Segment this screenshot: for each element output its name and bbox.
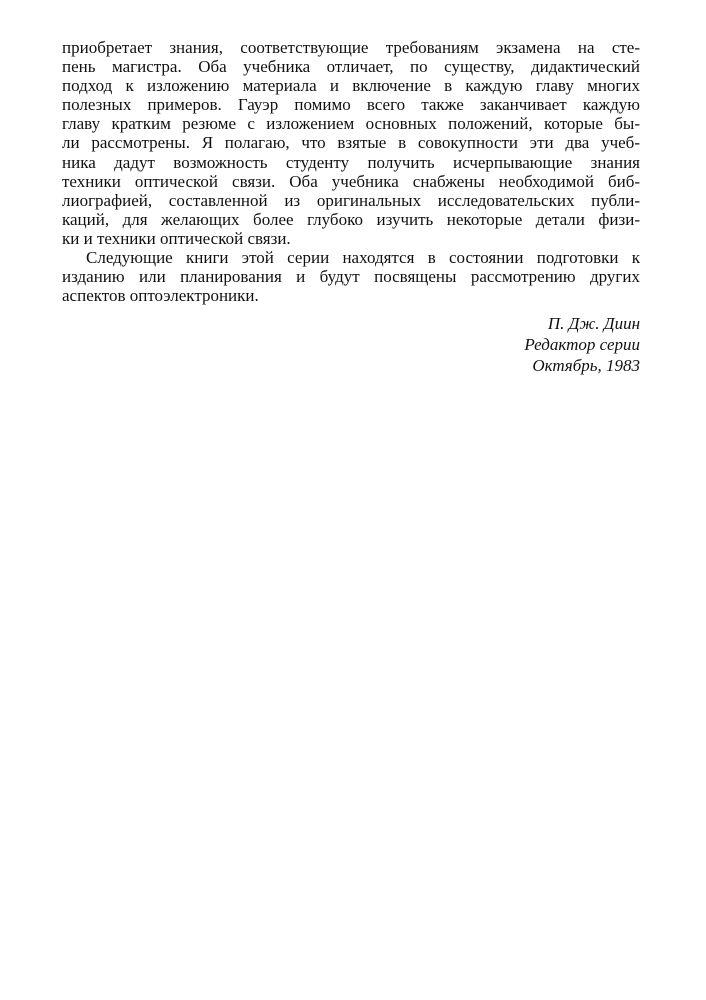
paragraph-2 — [62, 248, 640, 305]
text-line: пень магистра. Оба учебника отличает, по существу, дидактический — [62, 57, 640, 77]
text-line: Следующие книги этой серии находятся в состоянии подготовки к — [86, 248, 640, 268]
text-line: аспектов оптоэлектроники. — [62, 286, 259, 306]
text-line: ника дадут возможность студенту получить исчерпывающие знания — [62, 152, 640, 172]
text-line: лиографией, составленной из оригинальных исследовательских публи- — [62, 190, 640, 210]
text-line: главу кратким резюме с изложением основных положений, которые бы- — [62, 114, 640, 134]
text-line: техники оптической связи. Оба учебника снабжены необходимой биб- — [62, 171, 640, 191]
signature-date: Октябрь, 1983 — [532, 356, 640, 375]
text-line: изданию или планирования и будут посвящены рассмотрению других — [62, 267, 640, 287]
text-line: ки и техники оптической связи. — [62, 228, 291, 248]
text-line: приобретает знания, соответствующие требованиям экзамена на сте- — [62, 38, 640, 57]
text-line: полезных примеров. Гауэр помимо всего также заканчивает каждую — [62, 95, 640, 115]
paragraph-1 — [62, 38, 640, 248]
text-line: ли рассмотрены. Я полагаю, что взятые в совокупности эти два учеб- — [62, 133, 640, 153]
signature-role: Редактор серии — [524, 335, 640, 354]
text-line: подход к изложению материала и включение в каждую главу многих — [62, 76, 640, 96]
text-line: каций, для желающих более глубоко изучить некоторые детали физи- — [62, 209, 640, 229]
signature-name: П. Дж. Диин — [547, 314, 640, 333]
signature-block — [524, 313, 640, 376]
body-text — [62, 38, 640, 305]
